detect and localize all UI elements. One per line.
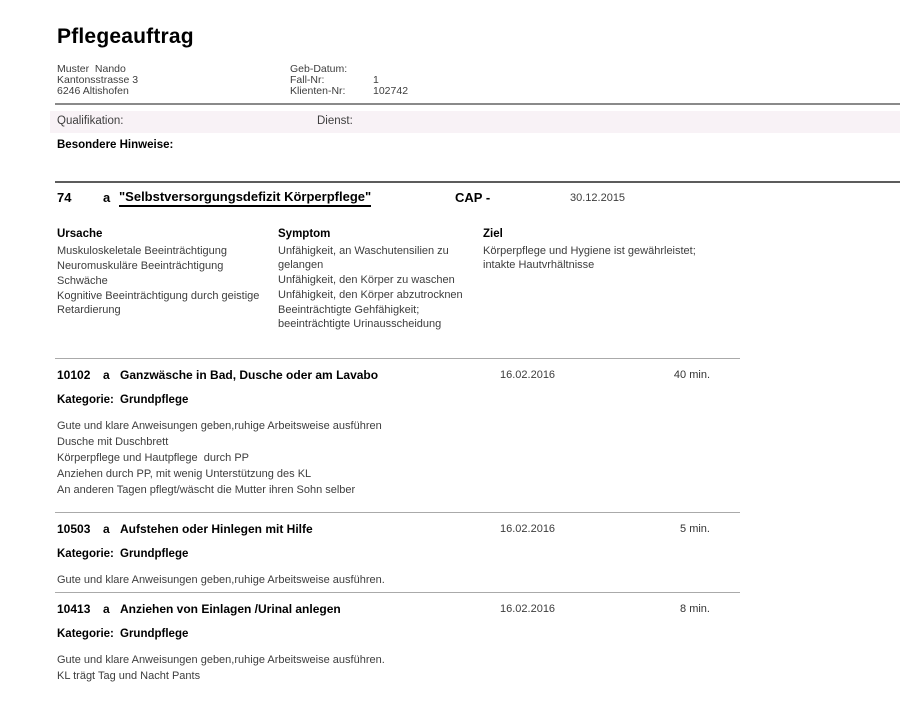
- ziel-header: Ziel: [483, 228, 503, 240]
- task-duration: 8 min.: [680, 603, 710, 615]
- klienten-nr-value: 102742: [373, 85, 409, 97]
- ursache-item: Muskuloskeletale Beeinträchtigung: [57, 245, 227, 257]
- kategorie-label: Kategorie:: [57, 548, 114, 560]
- patient-name: Muster Nando: [57, 63, 126, 75]
- dienst-label: Dienst:: [317, 115, 353, 127]
- symptom-column: [278, 228, 484, 332]
- ziel-item: Körperpflege und Hygiene ist gewährleistet; intakte Hautvrhältnisse: [483, 245, 699, 271]
- task-note: Gute und klare Anweisungen geben,ruhige Arbeitsweise ausführen.: [57, 574, 385, 586]
- symptom-item: Beeinträchtigte Gehfähigkeit; beeinträchtigte Urinausscheidung: [278, 304, 442, 330]
- fall-nr-value: 1: [373, 74, 379, 86]
- task-grade: a: [103, 602, 110, 616]
- task-date: 16.02.2016: [500, 603, 556, 615]
- symptom-item: Unfähigkeit, den Körper abzutrocknen: [278, 289, 463, 301]
- task-grade: a: [103, 522, 110, 536]
- task-title: Ganzwäsche in Bad, Dusche oder am Lavabo: [120, 368, 379, 382]
- task-note: Anziehen durch PP, mit wenig Unterstützung des KL: [57, 468, 312, 480]
- kategorie-value: Grundpflege: [120, 394, 189, 406]
- ziel-column: [483, 228, 725, 273]
- task-divider: [55, 592, 740, 593]
- task-code: 10503: [57, 522, 91, 536]
- task-date: 16.02.2016: [500, 523, 556, 535]
- task-divider: [55, 358, 740, 359]
- qualifikation-label: Qualifikation:: [57, 115, 124, 127]
- diagnosis-code: 74: [57, 190, 72, 205]
- task-notes: [57, 652, 657, 684]
- diagnosis-section: [0, 181, 900, 356]
- case-meta-block: [290, 64, 408, 97]
- task-note: Gute und klare Anweisungen geben,ruhige Arbeitsweise ausführen.: [57, 654, 385, 666]
- diagnosis-divider: [55, 181, 900, 183]
- task-title: Aufstehen oder Hinlegen mit Hilfe: [120, 522, 313, 536]
- geb-datum-label: Geb-Datum:: [290, 63, 348, 75]
- task-note: Dusche mit Duschbrett: [57, 436, 169, 448]
- task-duration: 40 min.: [673, 369, 710, 381]
- task-code: 10413: [57, 602, 91, 616]
- task-code: 10102: [57, 368, 91, 382]
- patient-address-block: [57, 64, 138, 97]
- task-notes: [57, 418, 657, 498]
- task-row: [0, 592, 900, 715]
- document-title: Pflegeauftrag: [57, 25, 194, 48]
- symptom-item: Unfähigkeit, den Körper zu waschen: [278, 274, 455, 286]
- task-grade: a: [103, 368, 110, 382]
- header-divider: [55, 103, 900, 105]
- task-duration: 5 min.: [680, 523, 710, 535]
- patient-street: Kantonsstrasse 3: [57, 74, 139, 86]
- fall-nr-label: Fall-Nr:: [290, 74, 325, 86]
- diagnosis-title: "Selbstversorgungsdefizit Körperpflege": [119, 189, 371, 207]
- ursache-item: Kognitive Beeinträchtigung durch geistige Retardierung: [57, 290, 263, 316]
- task-note: Gute und klare Anweisungen geben,ruhige Arbeitsweise ausführen: [57, 420, 382, 432]
- symptom-header: Symptom: [278, 228, 331, 240]
- kategorie-label: Kategorie:: [57, 394, 114, 406]
- kategorie-value: Grundpflege: [120, 548, 189, 560]
- task-note: An anderen Tagen pflegt/wäscht die Mutter ihren Sohn selber: [57, 484, 356, 496]
- task-note: Körperpflege und Hautpflege durch PP: [57, 452, 250, 464]
- klienten-nr-row: [290, 86, 408, 97]
- task-date: 16.02.2016: [500, 369, 556, 381]
- task-row: [0, 358, 900, 518]
- klienten-nr-label: Klienten-Nr:: [290, 85, 346, 97]
- task-divider: [55, 512, 740, 513]
- diagnosis-cap-label: CAP -: [455, 190, 491, 205]
- task-title: Anziehen von Einlagen /Urinal anlegen: [120, 602, 341, 616]
- symptom-item: Unfähigkeit, an Waschutensilien zu gelangen: [278, 245, 452, 271]
- task-notes: [57, 572, 657, 588]
- ursache-header: Ursache: [57, 228, 103, 240]
- kategorie-label: Kategorie:: [57, 628, 114, 640]
- ursache-item: Schwäche: [57, 275, 108, 287]
- besondere-hinweise-label: Besondere Hinweise:: [57, 139, 174, 151]
- patient-city: 6246 Altishofen: [57, 85, 129, 97]
- kategorie-value: Grundpflege: [120, 628, 189, 640]
- diagnosis-grade: a: [103, 190, 111, 205]
- diagnosis-date: 30.12.2015: [570, 192, 626, 204]
- task-note: KL trägt Tag und Nacht Pants: [57, 670, 201, 682]
- ursache-item: Neuromuskuläre Beeinträchtigung: [57, 260, 224, 272]
- qualification-band: [50, 111, 900, 133]
- ursache-column: [57, 228, 273, 318]
